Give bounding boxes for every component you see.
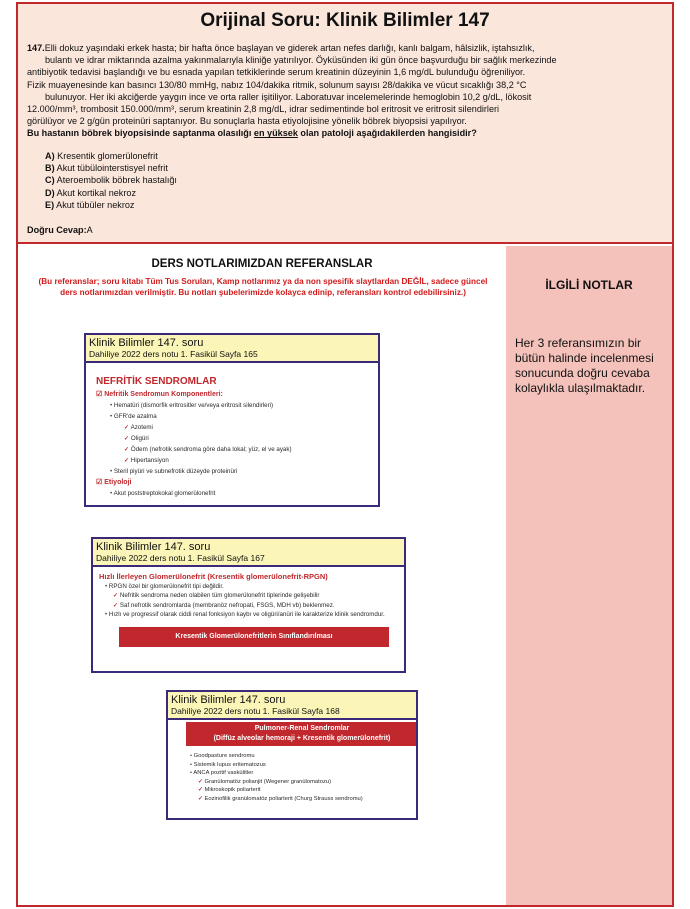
- bullet-icon: •: [110, 490, 113, 497]
- answer-options: [45, 150, 177, 211]
- answer-label: Doğru Cevap:: [27, 225, 87, 235]
- question-line: Fizik muayenesinde kan basıncı 130/80 mmHg, nabız 104/dakika ritmik, solunum sayısı 28/dakika ve vücut sıcaklığı 38,2 °C: [27, 79, 527, 90]
- list-item: [99, 610, 399, 619]
- caption-title: Klinik Bilimler 147. soru: [96, 541, 211, 553]
- reference-caption: [93, 539, 406, 567]
- subheading-text: Nefritik Sendromun Komponentleri:: [104, 391, 223, 398]
- subheading: [96, 389, 376, 400]
- question-line-text: Elli dokuz yaşındaki erkek hasta; bir hafta önce başlayan ve giderek artan nefes darlığı, kanlı balgam, hâlsizlik, iştahsızlık,: [44, 43, 535, 53]
- table-banner: [186, 722, 418, 746]
- bullet-icon: •: [190, 761, 193, 768]
- check-icon: ✓: [113, 592, 119, 600]
- list-item: [96, 400, 376, 411]
- list-item-text: Hızlı ve progressif olarak ciddi renal fonksiyon kaybı ve oligüri/anüri ile karakterize klinik sendromdur.: [108, 610, 385, 618]
- bullet-icon: •: [105, 610, 108, 618]
- bullet-icon: •: [110, 413, 113, 420]
- subheading: [96, 477, 376, 488]
- list-item-text: Nefritik sendroma neden olabilen tüm glomerülonefrit tiplerinde gelişebilir: [119, 592, 320, 600]
- question-section: [18, 4, 672, 244]
- section-title: NEFRİTİK SENDROMLAR: [96, 376, 217, 387]
- references-note: (Bu referanslar; soru kitabı Tüm Tus Soruları, Kamp notlarımız ya da non spesifik slaytlardan DEĞİL, sadece güncel ders notlarımızdan verilmiştir. Bu notları şubelerimizde kolayca edinip, referansları kontrol edebilirsiniz.): [38, 277, 488, 297]
- option-key: B): [45, 163, 55, 174]
- checkbox-icon: ☑: [96, 479, 103, 486]
- option-text: Akut kortikal nekroz: [56, 187, 136, 198]
- list-item: [190, 761, 418, 770]
- option-d[interactable]: [45, 187, 177, 199]
- notes-title: İLGİLİ NOTLAR: [545, 278, 633, 292]
- list-subitem: [190, 786, 418, 795]
- section-title: Hızlı İlerleyen Glomerülonefrit (Kresentik glomerülonefrit-RPGN): [99, 572, 328, 581]
- caption-source: Dahiliye 2022 ders notu 1. Fasikül Sayfa 168: [171, 706, 340, 716]
- question-line: bulunuyor. Her iki akciğerde yaygın ince ve orta raller işitiliyor. Laboratuvar incelemelerinde hemoglobin 10,2 g/dL, lökosit: [45, 91, 532, 102]
- ask-emphasis: en yüksek: [253, 128, 298, 139]
- subheading-text: Etiyoloji: [104, 479, 132, 486]
- question-line: bulantı ve idrar miktarında azalma yakınmalarıyla kliniğe yatırılıyor. Öyküsünden iki gün önce başvurduğu bir sağlık merkezinde: [45, 55, 557, 66]
- list-subitem: [99, 601, 399, 610]
- reference-caption: [168, 692, 418, 720]
- list-subitem: [96, 433, 376, 444]
- reference-excerpt: [99, 571, 399, 647]
- bullet-icon: •: [110, 402, 113, 409]
- check-icon: ✓: [113, 601, 119, 609]
- question-number: 147.: [27, 43, 45, 53]
- list-subitem: [96, 422, 376, 433]
- page-title: Orijinal Soru: Klinik Bilimler 147: [200, 10, 490, 31]
- list-item-text: Saf nefrotik sendromlarda (membranöz nefropati, FSGS, MDH vb) beklenmez.: [119, 601, 335, 609]
- answer-value: A: [86, 225, 93, 235]
- question-line: [27, 42, 663, 54]
- reference-caption: [86, 335, 380, 363]
- list-item-text: Ödem (nefrotik sendroma göre daha lokal; yüz, el ve ayak): [130, 446, 292, 453]
- option-text: Akut tübüler nekroz: [56, 199, 135, 210]
- list-item-text: Oligüri: [130, 435, 149, 442]
- notes-body: Her 3 referansımızın bir bütün halinde incelenmesi sonucunda doğru cevaba kolaylıkla ulaşılmaktadır.: [515, 336, 654, 395]
- option-b[interactable]: [45, 162, 177, 174]
- question-ask: [27, 127, 663, 139]
- banner-line: (Diffüz alveolar hemoraji + Kresentik glomerülonefrit): [213, 735, 391, 742]
- check-icon: ✓: [124, 446, 130, 453]
- caption-title: Klinik Bilimler 147. soru: [89, 337, 204, 349]
- list-item-text: ANCA pozitif vaskülitler: [193, 770, 254, 777]
- reference-box-3: [166, 690, 418, 820]
- question-line: görülüyor ve 2 g/gün proteinüri saptanıyor. Bu sonuçlarla hasta etiyolojisine yönelik böbrek biyopsisi yapılıyor.: [27, 116, 467, 127]
- bullet-icon: •: [105, 583, 108, 590]
- list-item-text: RPGN özel bir glomerülonefrit tipi değildir.: [108, 583, 224, 590]
- list-item-text: Akut poststreptokokal glomerülonefrit: [113, 490, 216, 497]
- check-icon: ✓: [124, 435, 130, 442]
- reference-excerpt: [96, 375, 376, 499]
- list-item-text: Azotemi: [130, 424, 153, 431]
- notes-panel: [506, 246, 672, 905]
- list-item-text: Eozinofilik granülomatöz poliarterit (Churg Strauss sendromu): [204, 795, 363, 802]
- bullet-icon: •: [190, 753, 193, 759]
- references-heading: DERS NOTLARIMIZDAN REFERANSLAR: [151, 258, 373, 270]
- table-banner: Kresentik Glomerülonefritlerin Sınıflandırılması: [119, 627, 389, 647]
- ask-suffix: olan patoloji aşağıdakilerden hangisidir?: [297, 128, 477, 139]
- check-icon: ✓: [198, 787, 203, 794]
- list-subitem: [190, 778, 418, 787]
- list-item: [96, 488, 376, 499]
- question-text: [27, 42, 663, 140]
- check-icon: ✓: [124, 457, 130, 464]
- list-item: [190, 769, 418, 778]
- list-subitem: [99, 591, 399, 600]
- option-c[interactable]: [45, 174, 177, 186]
- list-item: [96, 466, 376, 477]
- reference-excerpt: [190, 752, 418, 804]
- banner-line: Pulmoner-Renal Sendromlar: [254, 725, 350, 732]
- caption-source: Dahiliye 2022 ders notu 1. Fasikül Sayfa 165: [89, 349, 258, 359]
- reference-box-2: [91, 537, 406, 673]
- option-e[interactable]: [45, 199, 177, 211]
- correct-answer: [27, 225, 93, 235]
- list-item-text: Goodpasture sendromu: [193, 753, 255, 759]
- list-item: [190, 752, 418, 761]
- option-text: Ateroembolik böbrek hastalığı: [56, 175, 177, 186]
- caption-source: Dahiliye 2022 ders notu 1. Fasikül Sayfa 167: [96, 553, 265, 563]
- list-subitem: [96, 444, 376, 455]
- question-line: antibiyotik tedavisi başlandığı ve bu esnada yapılan tetkiklerinde serum kreatinin düzeyinin 1,6 mg/dL bulunduğu öğreniliyor.: [27, 67, 526, 78]
- reference-box-1: [84, 333, 380, 507]
- list-subitem: [96, 455, 376, 466]
- list-item-text: Hematüri (dismorfik eritrositler ve/veya eritrosit silendirleri): [113, 402, 274, 409]
- option-text: Akut tübülointerstisyel nefrit: [56, 163, 168, 174]
- caption-title: Klinik Bilimler 147. soru: [171, 694, 286, 706]
- list-item-text: GFR'de azalma: [113, 413, 157, 420]
- list-item: [96, 411, 376, 422]
- check-icon: ✓: [198, 795, 203, 802]
- list-subitem: [190, 795, 418, 804]
- check-icon: ✓: [124, 424, 130, 431]
- check-icon: ✓: [198, 778, 203, 785]
- option-key: A): [45, 151, 55, 161]
- option-text: Kresentik glomerülonefrit: [57, 151, 158, 161]
- option-a[interactable]: [45, 150, 177, 162]
- checkbox-icon: ☑: [96, 391, 103, 398]
- bullet-icon: •: [110, 468, 113, 475]
- list-item-text: Mikroskopik poliarterit: [204, 787, 261, 794]
- bullet-icon: •: [190, 770, 193, 777]
- list-item-text: Granülomatöz polianjit (Wegener granülomatozu): [204, 778, 332, 785]
- option-key: D): [45, 187, 55, 198]
- list-item-text: Sistemik lupus eritematozus: [193, 761, 266, 768]
- list-item-text: Steril piyüri ve subnefrotik düzeyde proteinüri: [113, 468, 238, 475]
- question-line: 12.000/mm³, trombosit 150.000/mm³, serum kreatinin 2,8 mg/dL, idrar sedimentinde bol eritrosit ve eritrosit silendirleri: [27, 104, 500, 115]
- option-key: C): [45, 175, 55, 186]
- list-item-text: Hipertansiyon: [130, 457, 169, 464]
- list-item: [99, 582, 399, 591]
- ask-prefix: Bu hastanın böbrek biyopsisinde saptanma olasılığı: [27, 128, 254, 139]
- option-key: E): [45, 199, 55, 210]
